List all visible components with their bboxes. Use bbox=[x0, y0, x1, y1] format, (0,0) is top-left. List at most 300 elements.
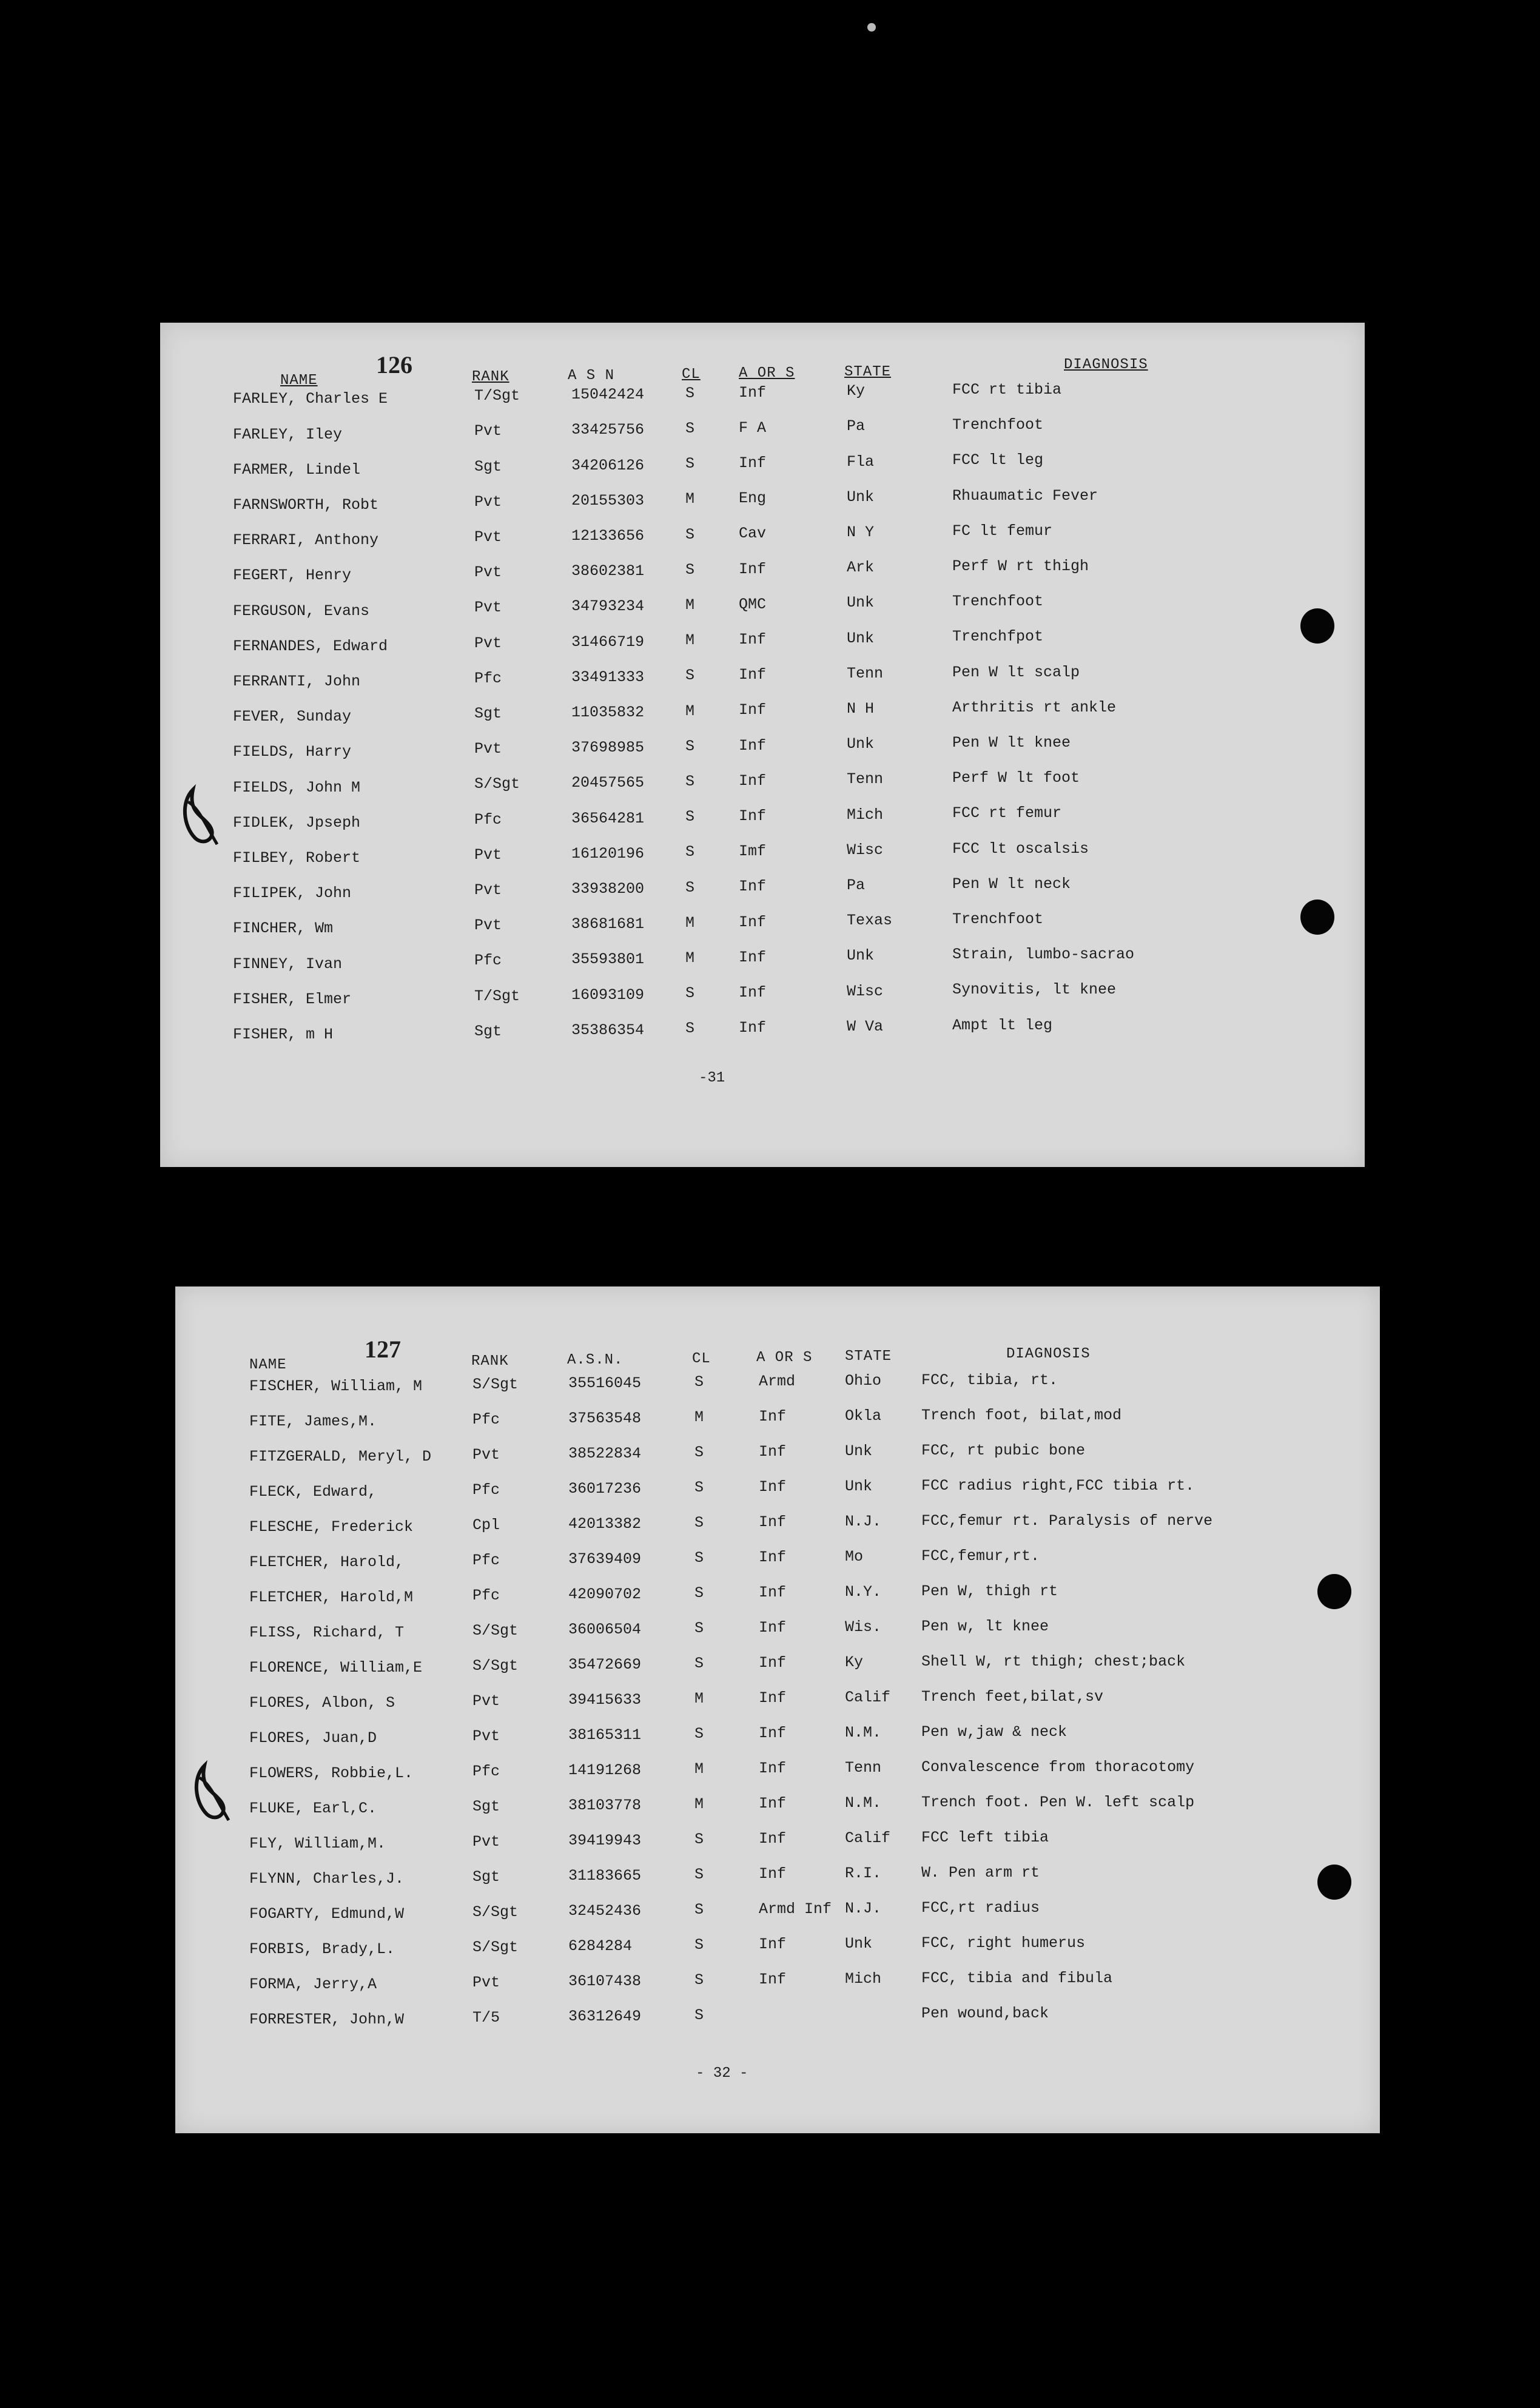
cell-cl: S bbox=[694, 1831, 704, 1849]
table-row bbox=[175, 1758, 1380, 1795]
cell-asn: 35472669 bbox=[568, 1656, 642, 1674]
cell-cl: S bbox=[694, 1479, 704, 1497]
cell-name: FERRARI, Anthony bbox=[233, 531, 379, 550]
cell-aors: Imf bbox=[739, 842, 767, 861]
cell-aors: Inf bbox=[759, 1865, 787, 1883]
cell-asn: 11035832 bbox=[571, 703, 645, 721]
cell-diagnosis: Trenchfoot bbox=[952, 416, 1044, 434]
cell-aors: F A bbox=[739, 419, 767, 437]
cell-asn: 36017236 bbox=[568, 1480, 642, 1498]
cell-rank: Pfc bbox=[472, 1551, 500, 1569]
cell-cl: S bbox=[685, 525, 695, 543]
cell-asn: 37698985 bbox=[571, 739, 645, 757]
header-cl: CL bbox=[692, 1351, 711, 1367]
table-row bbox=[160, 839, 1365, 880]
cell-state: R.I. bbox=[845, 1865, 882, 1883]
cell-state: Fla bbox=[847, 452, 875, 471]
cell-asn: 39415633 bbox=[568, 1691, 642, 1709]
cell-aors: Inf bbox=[759, 1724, 787, 1743]
cell-rank: Sgt bbox=[474, 457, 502, 476]
cell-state: Ky bbox=[845, 1653, 864, 1672]
cell-diagnosis: Trenchfoot bbox=[952, 593, 1044, 611]
cell-rank: Cpl bbox=[472, 1516, 500, 1534]
cell-cl: S bbox=[694, 1655, 704, 1673]
cell-name: FARMER, Lindel bbox=[233, 460, 361, 479]
cell-name: FINNEY, Ivan bbox=[233, 955, 343, 973]
cell-aors: Inf bbox=[739, 383, 767, 402]
table-row bbox=[175, 1406, 1380, 1443]
cell-name: FORBIS, Brady,L. bbox=[249, 1940, 395, 1958]
cell-diagnosis: Pen W, thigh rt bbox=[921, 1582, 1058, 1600]
cell-diagnosis: W. Pen arm rt bbox=[921, 1863, 1040, 1882]
cell-aors: Inf bbox=[739, 1019, 767, 1037]
cell-rank: Pfc bbox=[472, 1481, 500, 1499]
cell-name: FLY, William,M. bbox=[249, 1834, 386, 1852]
cell-name: FLORES, Albon, S bbox=[249, 1693, 395, 1712]
cell-rank: Pvt bbox=[472, 1727, 500, 1745]
cell-name: FITZGERALD, Meryl, D bbox=[249, 1447, 432, 1465]
cell-asn: 38681681 bbox=[571, 915, 645, 933]
cell-state: Okla bbox=[845, 1407, 882, 1425]
cell-aors: Inf bbox=[759, 1689, 787, 1707]
cell-cl: S bbox=[685, 878, 695, 896]
cell-rank: Pvt bbox=[474, 634, 502, 652]
cell-rank: S/Sgt bbox=[474, 775, 520, 793]
cell-diagnosis: Pen W lt scalp bbox=[952, 663, 1080, 681]
header-diagnosis: DIAGNOSIS bbox=[1064, 357, 1148, 373]
cell-rank: Sgt bbox=[474, 705, 502, 723]
cell-rank: Sgt bbox=[472, 1797, 500, 1815]
roster-sheet-127 bbox=[175, 1286, 1380, 2133]
cell-diagnosis: Pen w,jaw & neck bbox=[921, 1723, 1068, 1741]
cell-asn: 16093109 bbox=[571, 986, 645, 1004]
table-row bbox=[175, 1828, 1380, 1865]
cell-rank: S/Sgt bbox=[472, 1656, 519, 1675]
cell-aors: Inf bbox=[739, 878, 767, 896]
cell-cl: S bbox=[685, 772, 695, 790]
binder-hole bbox=[1300, 900, 1334, 935]
cell-aors: Inf bbox=[739, 807, 767, 825]
cell-cl: S bbox=[694, 1549, 704, 1567]
cell-state: Unk bbox=[847, 488, 875, 506]
cell-diagnosis: FCC, rt pubic bone bbox=[921, 1441, 1086, 1459]
header-aors: A OR S bbox=[756, 1350, 813, 1366]
cell-diagnosis: Trenchfpot bbox=[952, 628, 1044, 646]
cell-cl: S bbox=[685, 808, 695, 826]
table-row bbox=[160, 593, 1365, 633]
cell-name: FARLEY, Charles E bbox=[233, 390, 388, 408]
header-asn: A S N bbox=[568, 368, 615, 384]
cell-rank: S/Sgt bbox=[472, 1903, 519, 1921]
cell-asn: 42090702 bbox=[568, 1586, 642, 1604]
cell-rank: T/5 bbox=[472, 2008, 500, 2026]
cell-aors: Inf bbox=[759, 1619, 787, 1637]
cell-rank: Pvt bbox=[474, 881, 502, 900]
cell-name: FINCHER, Wm bbox=[233, 920, 334, 938]
cell-state: Unk bbox=[845, 1935, 873, 1953]
cell-asn: 36006504 bbox=[568, 1621, 642, 1639]
table-row bbox=[175, 1371, 1380, 1408]
cell-name: FISHER, m H bbox=[233, 1026, 334, 1044]
cell-aors: Inf bbox=[759, 1443, 787, 1461]
cell-diagnosis: Trenchfoot bbox=[952, 910, 1044, 929]
cell-state: Wisc bbox=[847, 982, 884, 1000]
cell-diagnosis: Ampt lt leg bbox=[952, 1016, 1053, 1034]
cell-rank: Pfc bbox=[474, 669, 502, 687]
cell-aors: Inf bbox=[739, 913, 767, 931]
cell-state: Tenn bbox=[847, 664, 884, 682]
cell-aors: Inf bbox=[739, 772, 767, 790]
cell-state: N Y bbox=[847, 523, 875, 542]
cell-aors: Cav bbox=[739, 525, 767, 543]
cell-name: FLORES, Juan,D bbox=[249, 1729, 377, 1747]
binder-hole bbox=[1317, 1865, 1351, 1900]
cell-state: Calif bbox=[845, 1829, 891, 1848]
cell-state: Ark bbox=[847, 559, 875, 577]
cell-rank: Pvt bbox=[474, 599, 502, 617]
table-row bbox=[160, 381, 1365, 421]
cell-state: Mich bbox=[845, 1970, 882, 1988]
page-number: 127 bbox=[365, 1336, 401, 1363]
cell-asn: 35593801 bbox=[571, 950, 645, 969]
cell-cl: S bbox=[694, 1584, 704, 1603]
cell-aors: Inf bbox=[739, 454, 767, 472]
cell-state: N H bbox=[847, 700, 875, 718]
cell-name: FIELDS, Harry bbox=[233, 743, 352, 761]
cell-cl: M bbox=[685, 702, 695, 720]
cell-diagnosis: FCC,rt radius bbox=[921, 1898, 1040, 1917]
cell-name: FISHER, Elmer bbox=[233, 990, 352, 1008]
cell-cl: S bbox=[694, 1866, 704, 1884]
cell-state: N.J. bbox=[845, 1513, 882, 1531]
cell-state: Texas bbox=[847, 912, 893, 930]
cell-asn: 20155303 bbox=[571, 491, 645, 510]
cell-rank: Pvt bbox=[474, 916, 502, 935]
cell-cl: S bbox=[685, 984, 695, 1003]
cell-name: FLISS, Richard, T bbox=[249, 1623, 405, 1641]
cell-cl: M bbox=[694, 1795, 704, 1814]
cell-state: Wis. bbox=[845, 1618, 882, 1636]
table-row bbox=[160, 804, 1365, 844]
table-row bbox=[160, 875, 1365, 915]
cell-cl: S bbox=[694, 1971, 704, 1989]
cell-aors: Inf bbox=[759, 1971, 787, 1989]
header-cl: CL bbox=[682, 366, 701, 383]
cell-asn: 37639409 bbox=[568, 1550, 642, 1569]
cell-asn: 33425756 bbox=[571, 421, 645, 439]
table-row bbox=[175, 1898, 1380, 1935]
cell-asn: 31183665 bbox=[568, 1867, 642, 1885]
cell-diagnosis: FCC rt femur bbox=[952, 804, 1062, 822]
cell-rank: T/Sgt bbox=[474, 387, 520, 405]
roster-sheet-126 bbox=[160, 323, 1365, 1167]
cell-aors: Inf bbox=[739, 948, 767, 966]
cell-state: N.M. bbox=[845, 1724, 882, 1742]
cell-cl: S bbox=[685, 667, 695, 685]
cell-diagnosis: FCC lt oscalsis bbox=[952, 839, 1089, 858]
cell-diagnosis: FCC, tibia, rt. bbox=[921, 1371, 1058, 1389]
cell-asn: 31466719 bbox=[571, 633, 645, 651]
cell-asn: 16120196 bbox=[571, 844, 645, 863]
cell-name: FERGUSON, Evans bbox=[233, 602, 370, 620]
cell-rank: T/Sgt bbox=[474, 987, 520, 1005]
cell-aors: Inf bbox=[739, 736, 767, 755]
cell-diagnosis: Trench feet,bilat,sv bbox=[921, 1687, 1104, 1706]
cell-name: FLECK, Edward, bbox=[249, 1482, 377, 1501]
cell-aors: Inf bbox=[739, 560, 767, 578]
handwritten-check-mark bbox=[175, 784, 223, 850]
cell-name: FISCHER, William, M bbox=[249, 1377, 423, 1395]
cell-name: FIELDS, John M bbox=[233, 778, 361, 796]
cell-aors: Inf bbox=[759, 1513, 787, 1532]
cell-diagnosis: FCC, tibia and fibula bbox=[921, 1969, 1113, 1987]
cell-aors: Inf bbox=[739, 984, 767, 1001]
cell-diagnosis: Convalescence from thoracotomy bbox=[921, 1758, 1195, 1776]
cell-name: FARLEY, Iley bbox=[233, 425, 343, 443]
cell-aors: Armd Inf bbox=[759, 1900, 832, 1919]
cell-cl: S bbox=[694, 1936, 704, 1954]
cell-rank: Pvt bbox=[474, 493, 502, 511]
cell-asn: 33491333 bbox=[571, 668, 645, 686]
table-row bbox=[175, 1793, 1380, 1830]
cell-rank: Pfc bbox=[474, 810, 502, 829]
cell-asn: 38602381 bbox=[571, 562, 645, 580]
cell-name: FLOWERS, Robbie,L. bbox=[249, 1764, 414, 1782]
cell-name: FORMA, Jerry,A bbox=[249, 1975, 377, 1993]
cell-cl: S bbox=[694, 2006, 704, 2025]
table-row bbox=[175, 1969, 1380, 2006]
cell-rank: Pvt bbox=[474, 563, 502, 582]
table-row bbox=[160, 451, 1365, 491]
cell-asn: 34793234 bbox=[571, 597, 645, 616]
table-row bbox=[175, 1547, 1380, 1584]
cell-cl: M bbox=[694, 1760, 704, 1778]
cell-name: FORRESTER, John,W bbox=[249, 2010, 405, 2028]
cell-cl: S bbox=[694, 1619, 704, 1638]
cell-aors: Inf bbox=[739, 631, 767, 648]
table-row bbox=[175, 1476, 1380, 1513]
cell-name: FERRANTI, John bbox=[233, 673, 361, 691]
table-row bbox=[175, 1934, 1380, 1971]
cell-name: FEVER, Sunday bbox=[233, 708, 352, 726]
cell-cl: S bbox=[694, 1901, 704, 1919]
cell-name: FLETCHER, Harold, bbox=[249, 1553, 405, 1571]
page-number: 126 bbox=[376, 351, 412, 378]
cell-diagnosis: Trench foot. Pen W. left scalp bbox=[921, 1793, 1195, 1811]
cell-rank: S/Sgt bbox=[472, 1938, 519, 1956]
cell-asn: 20457565 bbox=[571, 774, 645, 792]
cell-rank: Sgt bbox=[472, 1868, 500, 1886]
cell-diagnosis: FCC left tibia bbox=[921, 1828, 1049, 1846]
cell-cl: S bbox=[685, 843, 695, 861]
table-row bbox=[160, 486, 1365, 527]
cell-rank: Pfc bbox=[474, 952, 502, 970]
cell-diagnosis: FCC, right humerus bbox=[921, 1934, 1086, 1952]
cell-name: FLORENCE, William,E bbox=[249, 1658, 423, 1677]
header-state: STATE bbox=[844, 364, 892, 380]
table-row bbox=[175, 2004, 1380, 2041]
cell-aors: Eng bbox=[739, 489, 767, 508]
cell-rank: Pvt bbox=[472, 1445, 500, 1464]
cell-aors: Inf bbox=[759, 1795, 787, 1813]
cell-diagnosis: FCC,femur,rt. bbox=[921, 1547, 1040, 1565]
header-diagnosis: DIAGNOSIS bbox=[1006, 1346, 1091, 1362]
cell-name: FOGARTY, Edmund,W bbox=[249, 1905, 405, 1923]
cell-aors: Inf bbox=[759, 1654, 787, 1672]
cell-diagnosis: FCC rt tibia bbox=[952, 381, 1062, 399]
cell-state: Mo bbox=[845, 1548, 864, 1566]
cell-diagnosis: Pen W lt knee bbox=[952, 734, 1071, 752]
cell-rank: Pvt bbox=[472, 1973, 500, 1991]
header-asn: A.S.N. bbox=[567, 1352, 624, 1368]
header-state: STATE bbox=[845, 1348, 892, 1365]
cell-cl: S bbox=[685, 737, 695, 755]
table-row bbox=[160, 557, 1365, 597]
cell-state: Unk bbox=[847, 947, 875, 965]
cell-state: Tenn bbox=[845, 1759, 882, 1777]
table-row bbox=[160, 910, 1365, 950]
cell-diagnosis: Trench foot, bilat,mod bbox=[921, 1406, 1122, 1424]
cell-cl: S bbox=[685, 455, 695, 473]
table-row bbox=[160, 522, 1365, 562]
cell-cl: S bbox=[685, 560, 695, 579]
table-row bbox=[160, 769, 1365, 809]
cell-name: FERNANDES, Edward bbox=[233, 637, 388, 655]
header-name: NAME bbox=[249, 1357, 287, 1373]
cell-state: Ky bbox=[847, 382, 866, 400]
cell-aors: Inf bbox=[759, 1478, 787, 1496]
header-name: NAME bbox=[280, 372, 318, 389]
cell-state: N.M. bbox=[845, 1794, 882, 1812]
cell-diagnosis: FCC,femur rt. Paralysis of nerve bbox=[921, 1512, 1213, 1530]
cell-cl: M bbox=[685, 913, 695, 932]
table-row bbox=[175, 1512, 1380, 1549]
cell-diagnosis: Arthritis rt ankle bbox=[952, 698, 1117, 716]
cell-state: Mich bbox=[847, 805, 884, 824]
cell-asn: 37563548 bbox=[568, 1410, 642, 1428]
cell-asn: 42013382 bbox=[568, 1515, 642, 1533]
cell-diagnosis: Pen w, lt knee bbox=[921, 1617, 1049, 1635]
cell-diagnosis: Strain, lumbo-sacrao bbox=[952, 946, 1135, 964]
cell-state: N.J. bbox=[845, 1900, 882, 1918]
cell-diagnosis: Rhuaumatic Fever bbox=[952, 486, 1098, 505]
page-footer: -31 bbox=[699, 1070, 725, 1086]
cell-rank: Pfc bbox=[472, 1762, 500, 1780]
cell-asn: 35386354 bbox=[571, 1021, 645, 1039]
cell-aors: Inf bbox=[759, 1408, 787, 1426]
cell-state: W Va bbox=[847, 1017, 884, 1035]
cell-aors: Inf bbox=[759, 1549, 787, 1567]
table-row bbox=[160, 663, 1365, 704]
cell-state: Calif bbox=[845, 1689, 891, 1707]
table-row bbox=[175, 1582, 1380, 1619]
header-rank: RANK bbox=[472, 369, 509, 385]
cell-diagnosis: Pen W lt neck bbox=[952, 875, 1071, 893]
cell-cl: M bbox=[694, 1690, 704, 1708]
cell-asn: 15042424 bbox=[571, 386, 645, 404]
table-row bbox=[175, 1617, 1380, 1654]
cell-rank: Sgt bbox=[474, 1022, 502, 1040]
cell-asn: 6284284 bbox=[568, 1937, 633, 1956]
cell-rank: Pvt bbox=[472, 1832, 500, 1851]
handwritten-check-mark bbox=[186, 1760, 235, 1826]
cell-state: Unk bbox=[847, 594, 875, 612]
cell-diagnosis: Perf W lt foot bbox=[952, 769, 1080, 787]
cell-state: Wisc bbox=[847, 841, 884, 859]
cell-rank: S/Sgt bbox=[472, 1621, 519, 1640]
table-row bbox=[160, 981, 1365, 1021]
cell-asn: 12133656 bbox=[571, 526, 645, 545]
cell-state: Unk bbox=[845, 1442, 873, 1461]
cell-state: Tenn bbox=[847, 770, 884, 789]
cell-aors: Armd bbox=[759, 1373, 796, 1391]
cell-cl: M bbox=[685, 949, 695, 967]
cell-rank: Pvt bbox=[474, 846, 502, 864]
cell-state: Pa bbox=[847, 417, 866, 436]
cell-diagnosis: FC lt femur bbox=[952, 522, 1053, 540]
cell-asn: 14191268 bbox=[568, 1761, 642, 1780]
cell-cl: S bbox=[694, 1725, 704, 1743]
cell-state: Unk bbox=[845, 1478, 873, 1496]
table-row bbox=[160, 416, 1365, 456]
cell-name: FLESCHE, Frederick bbox=[249, 1518, 414, 1536]
cell-cl: M bbox=[685, 490, 695, 508]
cell-asn: 36312649 bbox=[568, 2008, 642, 2026]
cell-aors: QMC bbox=[739, 595, 767, 613]
binder-hole bbox=[1300, 608, 1334, 644]
table-row bbox=[175, 1723, 1380, 1760]
cell-cl: S bbox=[694, 1444, 704, 1462]
cell-cl: S bbox=[694, 1373, 704, 1391]
table-row bbox=[175, 1441, 1380, 1478]
cell-cl: S bbox=[685, 419, 695, 437]
cell-aors: Inf bbox=[759, 1584, 787, 1602]
table-row bbox=[160, 1016, 1365, 1057]
cell-aors: Inf bbox=[759, 1830, 787, 1848]
table-row bbox=[160, 628, 1365, 668]
cell-name: FARNSWORTH, Robt bbox=[233, 496, 379, 514]
cell-diagnosis: FCC radius right,FCC tibia rt. bbox=[921, 1476, 1195, 1495]
cell-rank: Pfc bbox=[472, 1410, 500, 1428]
cell-diagnosis: Synovitis, lt knee bbox=[952, 981, 1117, 999]
cell-aors: Inf bbox=[759, 1935, 787, 1954]
cell-rank: Pvt bbox=[474, 740, 502, 758]
cell-rank: Pvt bbox=[474, 528, 502, 547]
cell-cl: M bbox=[685, 631, 695, 650]
page-footer: - 32 - bbox=[696, 2065, 748, 2082]
cell-name: FILBEY, Robert bbox=[233, 849, 361, 867]
cell-asn: 35516045 bbox=[568, 1374, 642, 1393]
cell-name: FLYNN, Charles,J. bbox=[249, 1869, 405, 1888]
table-row bbox=[175, 1652, 1380, 1689]
cell-diagnosis: FCC lt leg bbox=[952, 451, 1044, 469]
cell-rank: Pfc bbox=[472, 1586, 500, 1604]
cell-name: FIDLEK, Jpseph bbox=[233, 813, 361, 832]
cell-name: FITE, James,M. bbox=[249, 1412, 377, 1430]
cell-cl: M bbox=[685, 596, 695, 614]
cell-asn: 32452436 bbox=[568, 1902, 642, 1920]
cell-asn: 38522834 bbox=[568, 1445, 642, 1463]
cell-state: Unk bbox=[847, 629, 875, 647]
table-row bbox=[175, 1687, 1380, 1724]
cell-state: Unk bbox=[847, 735, 875, 753]
table-row bbox=[160, 946, 1365, 986]
cell-state: N.Y. bbox=[845, 1583, 882, 1601]
cell-aors: Inf bbox=[739, 666, 767, 684]
cell-asn: 38165311 bbox=[568, 1726, 642, 1744]
table-row bbox=[160, 734, 1365, 774]
cell-diagnosis: Shell W, rt thigh; chest;back bbox=[921, 1652, 1186, 1670]
